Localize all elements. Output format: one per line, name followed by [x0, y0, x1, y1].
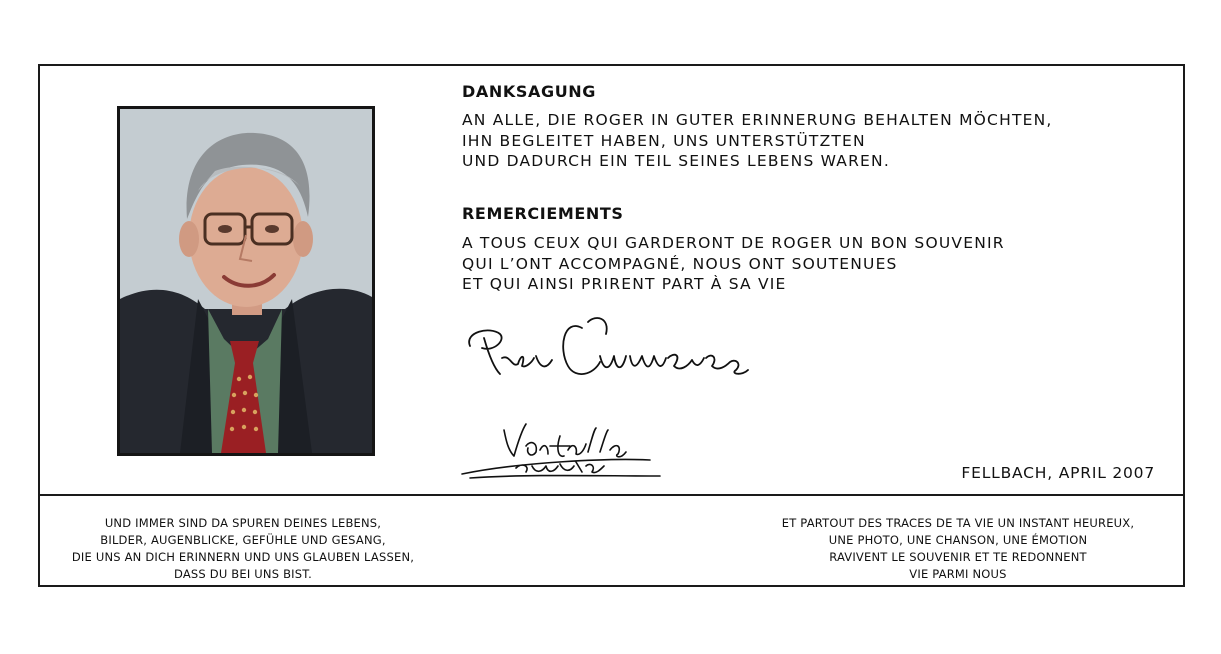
french-message [462, 233, 1005, 295]
french-message-line: QUI L’ONT ACCOMPAGNÉ, NOUS ONT SOUTENUES [462, 254, 898, 273]
german-message-line: AN ALLE, DIE ROGER IN GUTER ERINNERUNG BEHALTEN MÖCHTEN, [462, 111, 1053, 129]
german-message [462, 110, 1053, 172]
signature-second [460, 416, 710, 488]
german-message-line: IHN BEGLEITET HABEN, UNS UNTERSTÜTZTEN [462, 131, 866, 150]
signature-first [460, 308, 750, 388]
verse-french [752, 515, 1164, 583]
german-message-line: UND DADURCH EIN TEIL SEINES LEBENS WAREN. [462, 152, 890, 170]
verse-line: DASS DU BEI UNS BIST. [174, 567, 312, 581]
portrait-photo [117, 106, 375, 456]
german-heading: DANKSAGUNG [462, 82, 597, 101]
divider-line [40, 494, 1183, 496]
verse-line: UND IMMER SIND DA SPUREN DEINES LEBENS, [104, 516, 382, 530]
verse-line: ET PARTOUT DES TRACES DE TA VIE UN INSTANT HEUREUX, [781, 516, 1135, 530]
french-message-line: ET QUI AINSI PRIRENT PART À SA VIE [462, 275, 787, 293]
verse-german [46, 515, 440, 583]
french-heading: REMERCIEMENTS [462, 204, 624, 223]
verse-line: BILDER, AUGENBLICKE, GEFÜHLE UND GESANG, [100, 533, 386, 547]
portrait-image [120, 109, 372, 453]
verse-line: VIE PARMI NOUS [909, 567, 1007, 581]
verse-line: DIE UNS AN DICH ERINNERN UND UNS GLAUBEN LASSEN, [71, 550, 415, 564]
thank-you-card [38, 64, 1185, 587]
verse-line: RAVIVENT LE SOUVENIR ET TE REDONNENT [829, 550, 1087, 564]
place-date: FELLBACH, APRIL 2007 [961, 464, 1155, 482]
french-message-line: A TOUS CEUX QUI GARDERONT DE ROGER UN BON SOUVENIR [462, 234, 1005, 252]
verse-line: UNE PHOTO, UNE CHANSON, UNE ÉMOTION [828, 533, 1088, 547]
